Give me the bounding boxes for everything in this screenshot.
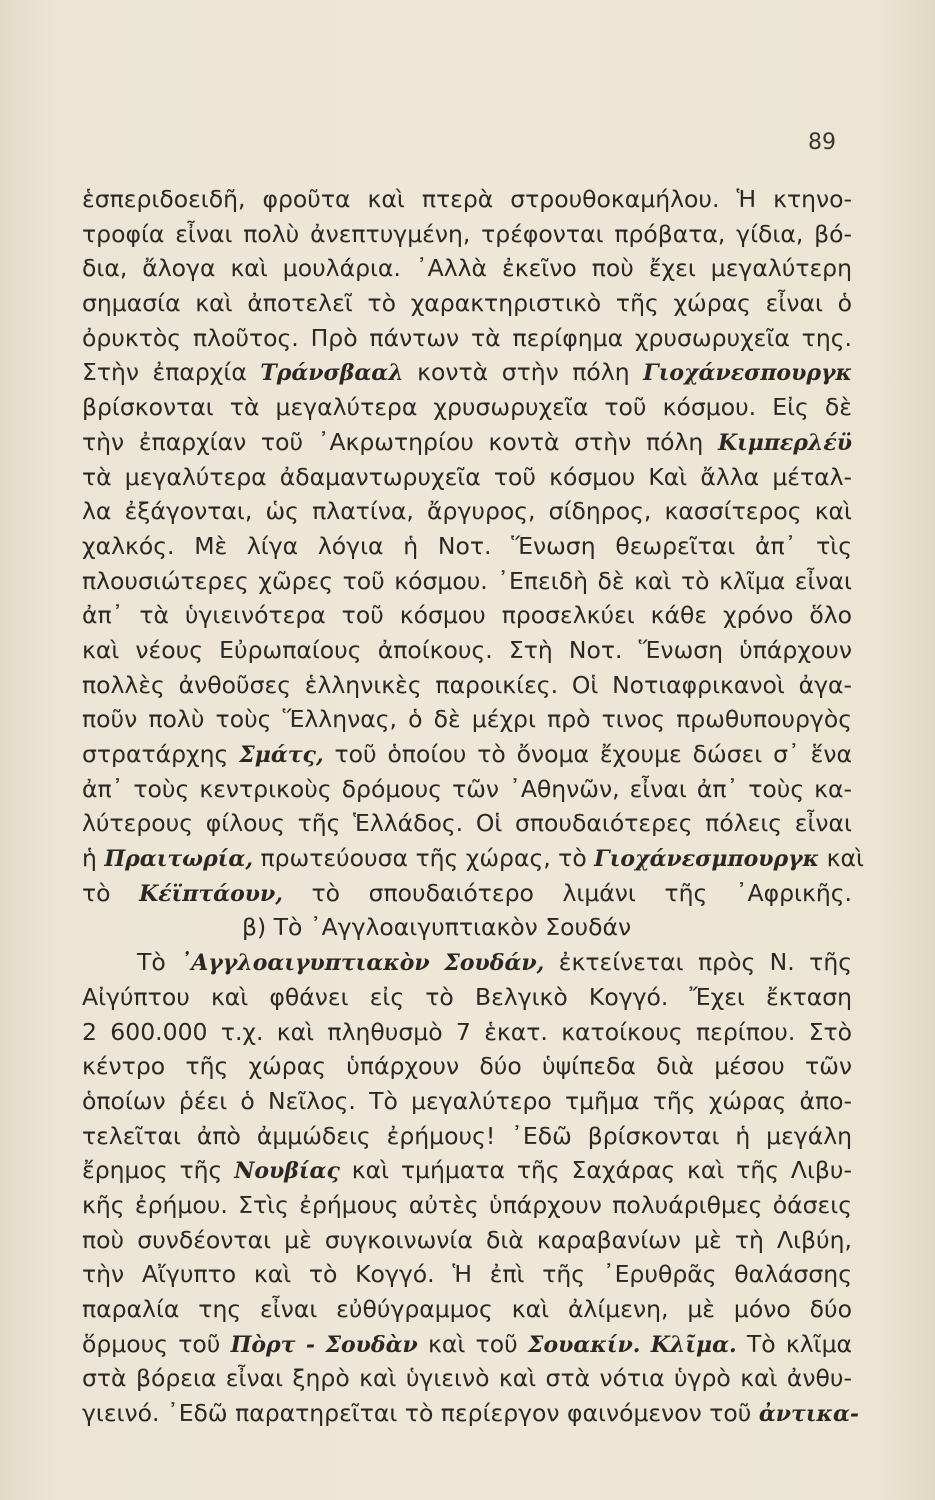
italic-term: Σμάτς, [239,742,324,768]
italic-term: ἀντικα- [758,1401,860,1428]
italic-term: Πραιτωρία, [104,846,253,873]
italic-term: Πὸρτ - Σουδὰν [230,1331,418,1358]
text-line: ὅρμους τοῦ Πὸρτ - Σουδὰν καὶ τοῦ Σουακίν. Κλῖμα. Τὸ κλῖμα [82,1329,853,1358]
italic-term: Τράνσβααλ [260,360,404,387]
text-line: τροφία εἶναι πολὺ ἀνεπτυγμένη, τρέφονται πρόβατα, γίδια, βό- [82,219,852,248]
text-line: χαλκός. Μὲ λίγα λόγια ἡ Νοτ. Ἕνωση θεωρεῖται ἀπ᾿ τὶς [82,531,852,560]
text-line: ὀρυκτὸς πλοῦτος. Πρὸ πάντων τὰ περίφημα χρυσωρυχεῖα της. [82,323,852,352]
text-line: ἑσπεριδοειδῆ, φροῦτα καὶ πτερὰ στρουθοκαμήλου. Ἡ κτηνο- [82,185,852,213]
text-line: στρατάρχης Σμάτς, τοῦ ὁποίου τὸ ὄνομα ἔχουμε δώσει σ᾿ ἕνα [82,740,852,768]
text-line: ἀπ᾿ τοὺς κεντρικοὺς δρόμους τῶν ᾿Αθηνῶν, εἶναι ἀπ᾿ τοὺς κα- [82,774,852,803]
text-line: γιεινό. ᾿Εδῶ παρατηρεῖται τὸ περίεργον φαινόμενον τοῦ ἀντικα- [82,1399,860,1428]
italic-term: Νουβίας [234,1158,340,1185]
italic-term: ᾿Αγγλοαιγυπτιακὸν Σουδάν, [180,950,545,977]
text-line: τὴν ἐπαρχίαν τοῦ ᾿Ακρωτηρίου κοντὰ στὴν πόλη Κιμπερλέϋ [82,427,852,456]
text-line: βρίσκονται τὰ μεγαλύτερα χρυσωρυχεῖα τοῦ κόσμου. Εἰς δὲ [82,393,852,422]
text-line: Αἰγύπτου καὶ φθάνει εἰς τὸ Βελγικὸ Κογγό. Ἔχει ἔκταση [82,982,852,1011]
section-heading: β) Τὸ ᾿Αγγλοαιγυπτιακὸν Σουδάν [242,913,632,942]
body-text [82,182,864,1431]
italic-term: Σουακίν. Κλῖμα. [527,1331,737,1358]
italic-term: Κιμπερλέϋ [717,429,852,456]
text-line: τὴν Αἴγυπτο καὶ τὸ Κογγό. Ἡ ἐπὶ τῆς ᾿Ερυθρᾶς θαλάσσης [82,1260,852,1289]
italic-term: Κέϊπτάουν, [139,880,283,907]
text-line: πολλὲς ἀνθοῦσες ἑλληνικὲς παροικίες. Οἱ Νοτιαφρικανοὶ ἀγα- [82,670,852,699]
text-line: ποὺ συνδέονται μὲ συγκοινωνία διὰ καραβανίων μὲ τὴ Λιβύη, [82,1225,852,1254]
text-line: τὸ Κέϊπτάουν, τὸ σπουδαιότερο λιμάνι τῆς ᾿Αφρικῆς. [82,878,853,907]
text-line: Στὴν ἐπαρχία Τράνσβααλ κοντὰ στὴν πόλη Γιοχάνεσπουργκ [82,358,853,387]
text-line: 2 600.000 τ.χ. καὶ πληθυσμὸ 7 ἑκατ. κατοίκους περίπου. Στὸ [82,1017,852,1046]
text-line: ποῦν πολὺ τοὺς Ἕλληνας, ὁ δὲ μέχρι πρὸ τινος πρωθυπουργὸς [82,705,852,734]
italic-term: Γιοχάνεσπουργκ [643,360,853,387]
text-line: σημασία καὶ ἀποτελεῖ τὸ χαρακτηριστικὸ τῆς χώρας εἶναι ὁ [82,289,852,318]
text-line: κῆς ἐρήμου. Στὶς ἐρήμους αὐτὲς ὑπάρχουν πολυάριθμες ὀάσεις [82,1190,852,1219]
text-line: παραλία της εἶναι εὐθύγραμμος καὶ ἀλίμενη, μὲ μόνο δύο [82,1295,852,1323]
text-line: καὶ νέους Εὐρωπαίους ἀποίκους. Στὴ Νοτ. Ἕνωση ὑπάρχουν [82,635,852,664]
page-number: 89 [808,130,836,155]
text-line: ὁποίων ῥέει ὁ Νεῖλος. Τὸ μεγαλύτερο τμῆμα τῆς χώρας ἀπο- [82,1086,852,1115]
text-line: ἔρημος τῆς Νουβίας καὶ τμήματα τῆς Σαχάρας καὶ τῆς Λιβυ- [82,1156,852,1185]
text-line: κέντρο τῆς χώρας ὑπάρχουν δύο ὑψίπεδα διὰ μέσου τῶν [82,1052,852,1081]
text-line: Τὸ ᾿Αγγλοαιγυπτιακὸν Σουδάν, ἐκτείνεται πρὸς Ν. τῆς [137,948,853,977]
text-line: ἡ Πραιτωρία, πρωτεύουσα τῆς χώρας, τὸ Γιοχάνεσμπουργκ καὶ [82,844,864,873]
text-line: τὰ μεγαλύτερα ἀδαμαντωρυχεῖα τοῦ κόσμου Καὶ ἄλλα μέταλ- [82,462,852,491]
text-line: ἀπ᾿ τὰ ὑγιεινότερα τοῦ κόσμου προσελκύει κάθε χρόνο ὅλο [82,601,852,630]
text-line: πλουσιώτερες χῶρες τοῦ κόσμου. ᾿Επειδὴ δὲ καὶ τὸ κλῖμα εἶναι [82,566,852,595]
text-line: λα ἐξάγονται, ὡς πλατίνα, ἄργυρος, σίδηρος, κασσίτερος καὶ [82,497,852,526]
italic-term: Γιοχάνεσμπουργκ [594,846,820,873]
text-line: λύτερους φίλους τῆς Ἑλλάδος. Οἱ σπουδαιότερες πόλεις εἶναι [82,809,852,838]
text-line: δια, ἄλογα καὶ μουλάρια. ᾿Αλλὰ ἐκεῖνο ποὺ ἔχει μεγαλύτερη [82,254,852,283]
text-line: στὰ βόρεια εἶναι ξηρὸ καὶ ὑγιεινὸ καὶ στὰ νότια ὑγρὸ καὶ ἀνθυ- [82,1364,852,1393]
text-line: τελεῖται ἀπὸ ἀμμώδεις ἐρήμους! ᾿Εδῶ βρίσκονται ἡ μεγάλη [82,1121,852,1150]
